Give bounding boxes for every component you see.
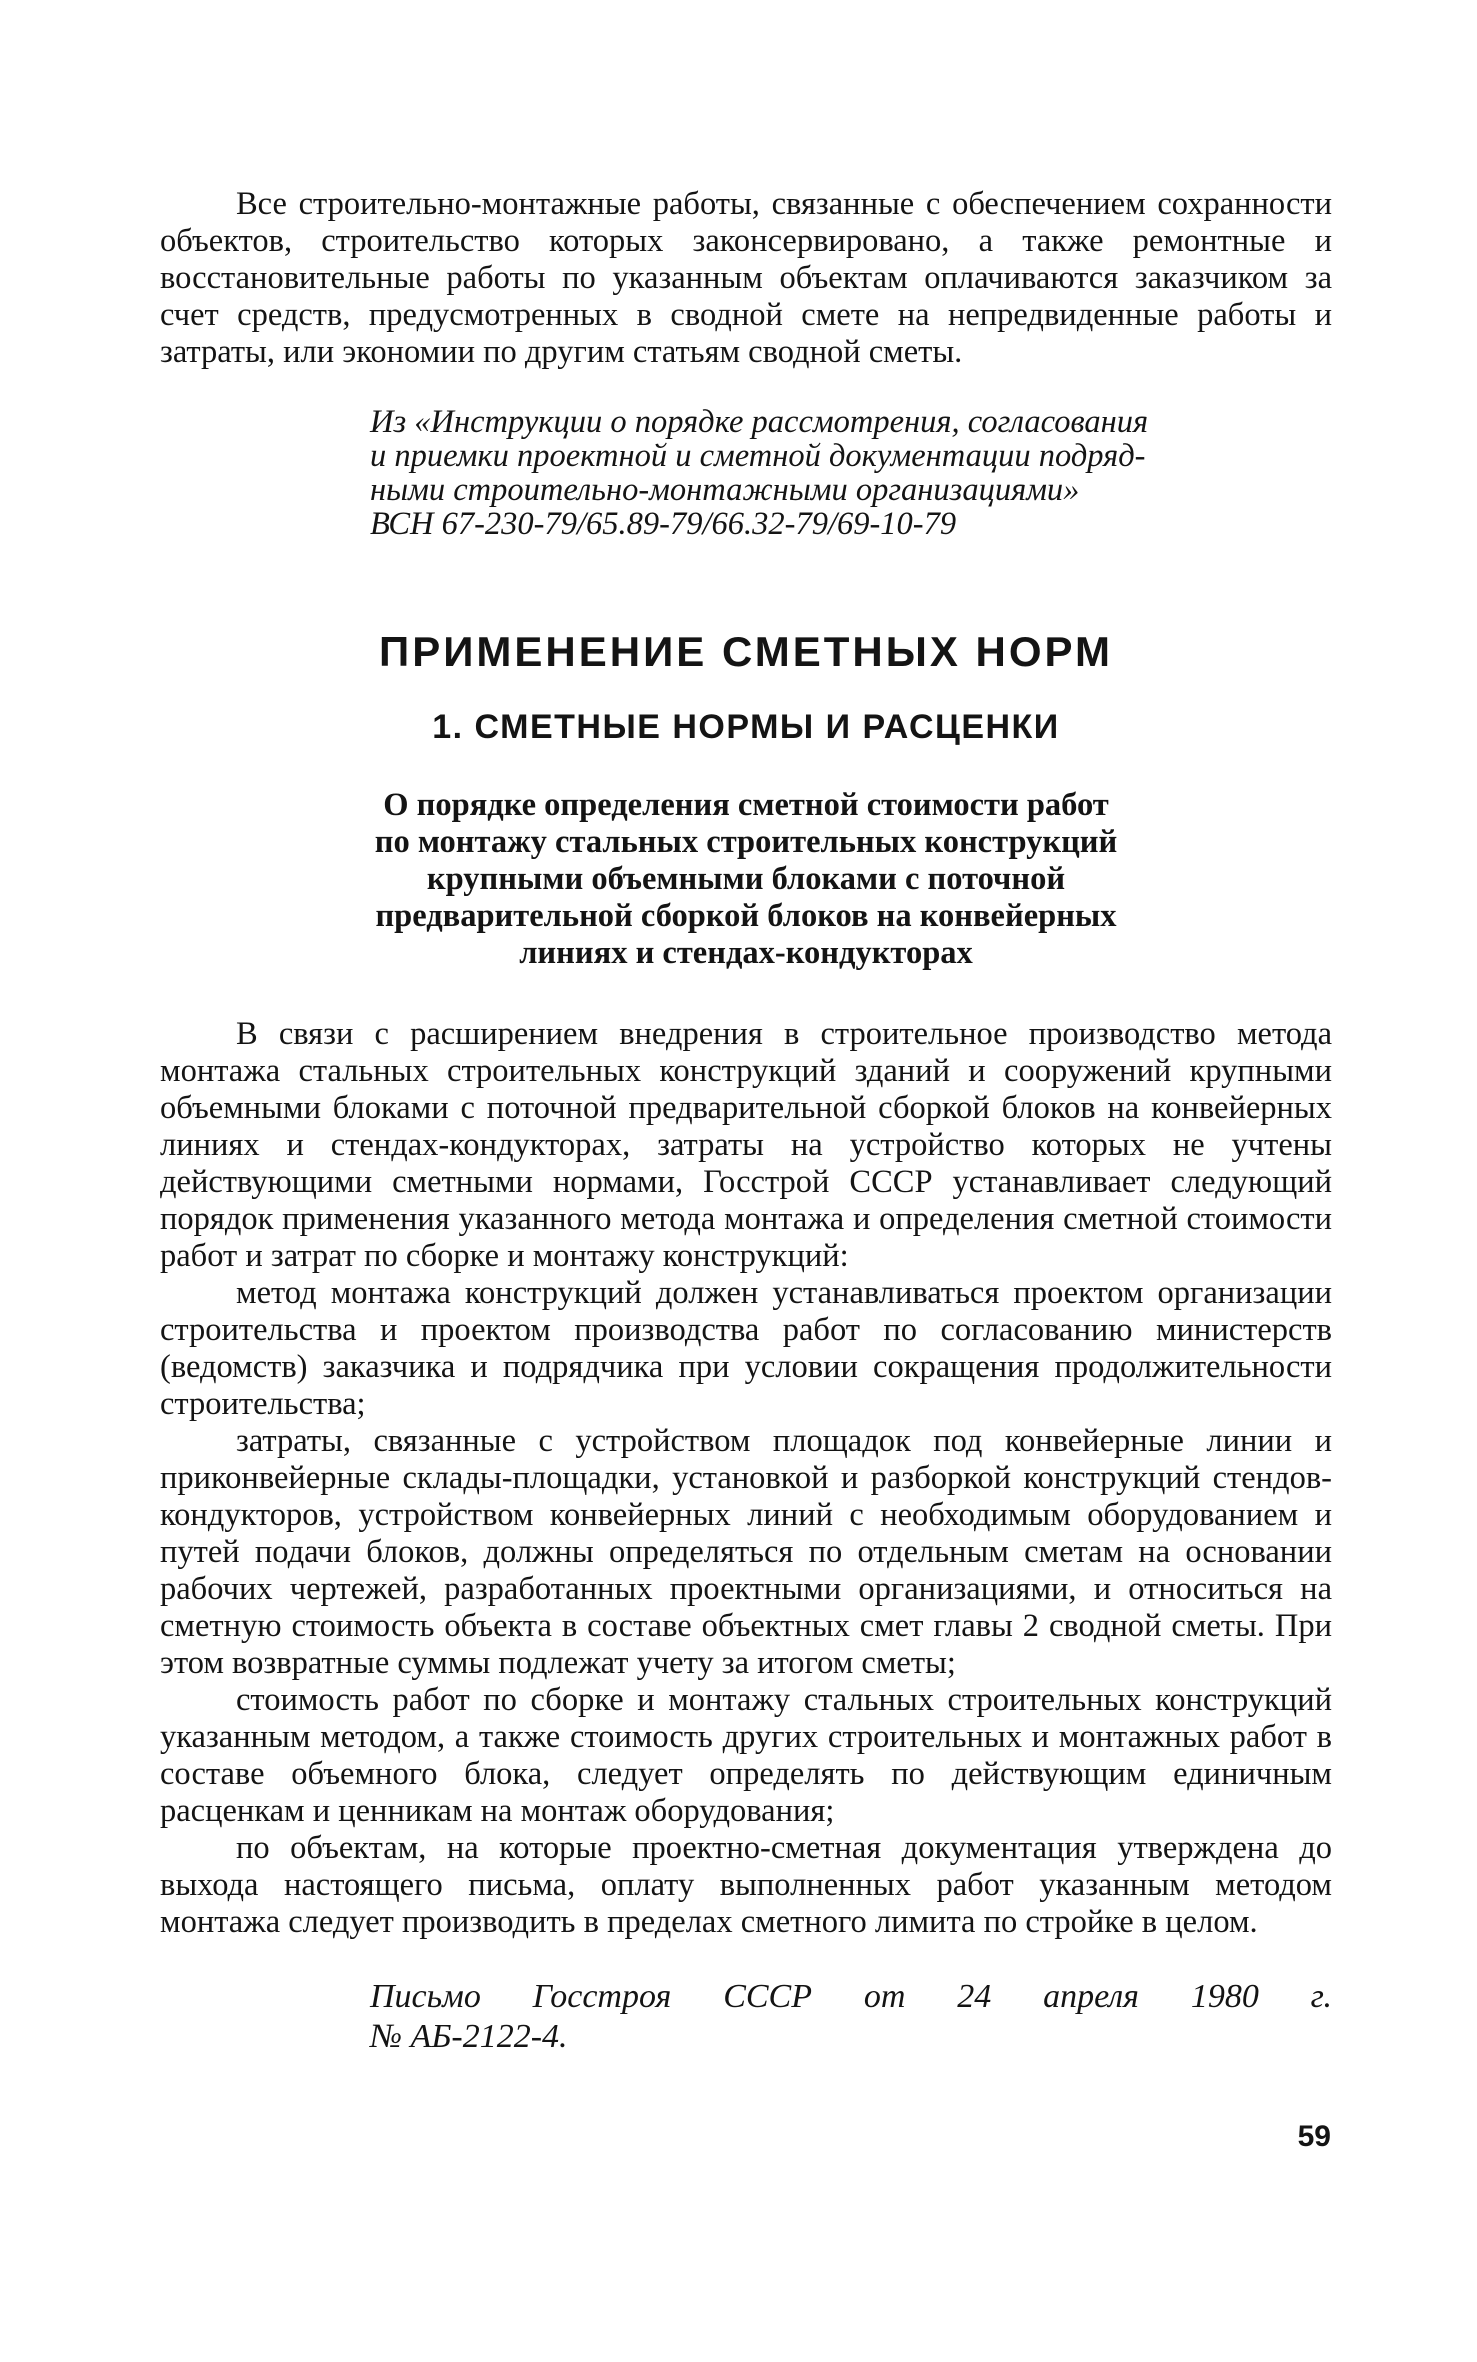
body-paragraph: В связи с расширением внедрения в строительное производство метода монтажа стальных строительных конструкций зданий и сооружений крупными объемными блоками с поточной предварительной сборкой блоков на конвейерных линиях и стендах-кондукторах, затраты на устройство которых не учтены действующими сметными нормами, Госстрой СССР устанавливает следующий порядок применения указанного метода монтажа и определения сметной стоимости работ и затрат по сборке и монтажу конструкций:	[160, 1016, 1332, 1274]
letter-word: СССР	[723, 1978, 813, 2015]
citation-line: ВСН 67-230-79/65.89-79/66.32-79/69-10-79	[370, 506, 957, 542]
page-number: 59	[1297, 2120, 1331, 2153]
body-paragraph: стоимость работ по сборке и монтажу стальных строительных конструкций указанным методом, а также стоимость других строительных и монтажных работ в составе объемного блока, следует определять по действующим единичным расценкам и ценникам на монтаж оборудования;	[160, 1682, 1332, 1829]
citation-line: и приемки проектной и сметной документации подряд-	[370, 438, 1146, 474]
article-title-line: предварительной сборкой блоков на конвейерных	[375, 898, 1117, 934]
intro-paragraph: Все строительно-монтажные работы, связанные с обеспечением сохранности объектов, строительство которых законсервировано, а также ремонтные и восстановительные работы по указанным объектам оплачиваются заказчиком за счет средств, предусмотренных в сводной смете на непредвиденные работы и затраты, или экономии по другим статьям сводной сметы.	[160, 186, 1332, 370]
letter-word: от	[863, 1978, 906, 2015]
article-title-line: по монтажу стальных строительных конструкций	[374, 824, 1118, 860]
letter-word: г.	[1310, 1978, 1332, 2015]
body-paragraph: затраты, связанные с устройством площадок под конвейерные линии и приконвейерные склады-площадки, установкой и разборкой конструкций стендов-кондукторов, устройством конвейерных линий с необходимым оборудованием и путей подачи блоков, должны определяться по отдельным сметам на основании рабочих чертежей, разработанных проектными организациями, и относиться на сметную стоимость объекта в составе объектных смет главы 2 сводной сметы. При этом возвратные суммы подлежат учету за итогом сметы;	[160, 1423, 1332, 1681]
letter-word: Госстроя	[532, 1978, 672, 2015]
citation-line: Из «Инструкции о порядке рассмотрения, согласования	[370, 404, 1149, 440]
subsection-title: 1. СМЕТНЫЕ НОРМЫ И РАСЦЕНКИ	[432, 708, 1060, 746]
article-title-line: линиях и стендах-кондукторах	[519, 935, 973, 971]
letter-word: 1980	[1190, 1978, 1259, 2015]
letter-word: 24	[957, 1978, 992, 2015]
document-page	[160, 186, 1332, 2057]
article-title-line: крупными объемными блоками с поточной	[426, 861, 1066, 897]
citation-line: ными строительно-монтажными организациями»	[370, 472, 1080, 508]
letter-reference-line	[370, 1977, 1332, 2017]
letter-reference	[370, 1977, 1332, 2057]
letter-word: апреля	[1043, 1978, 1139, 2015]
source-citation	[370, 405, 1332, 541]
letter-number: № АБ-2122-4.	[370, 2018, 568, 2055]
article-title-line: О порядке определения сметной стоимости работ	[383, 787, 1109, 823]
body-paragraph: метод монтажа конструкций должен устанавливаться проектом организации строительства и проектом производства работ по согласованию министерств (ведомств) заказчика и подрядчика при условии сокращения продолжительности строительства;	[160, 1275, 1332, 1422]
article-title	[160, 787, 1332, 972]
body-paragraph: по объектам, на которые проектно-сметная документация утверждена до выхода настоящего письма, оплату выполненных работ указанным методом монтажа следует производить в пределах сметного лимита по стройке в целом.	[160, 1830, 1332, 1940]
letter-word: Письмо	[370, 1978, 481, 2015]
article-body	[160, 1016, 1332, 1941]
section-title: ПРИМЕНЕНИЕ СМЕТНЫХ НОРМ	[379, 628, 1113, 675]
